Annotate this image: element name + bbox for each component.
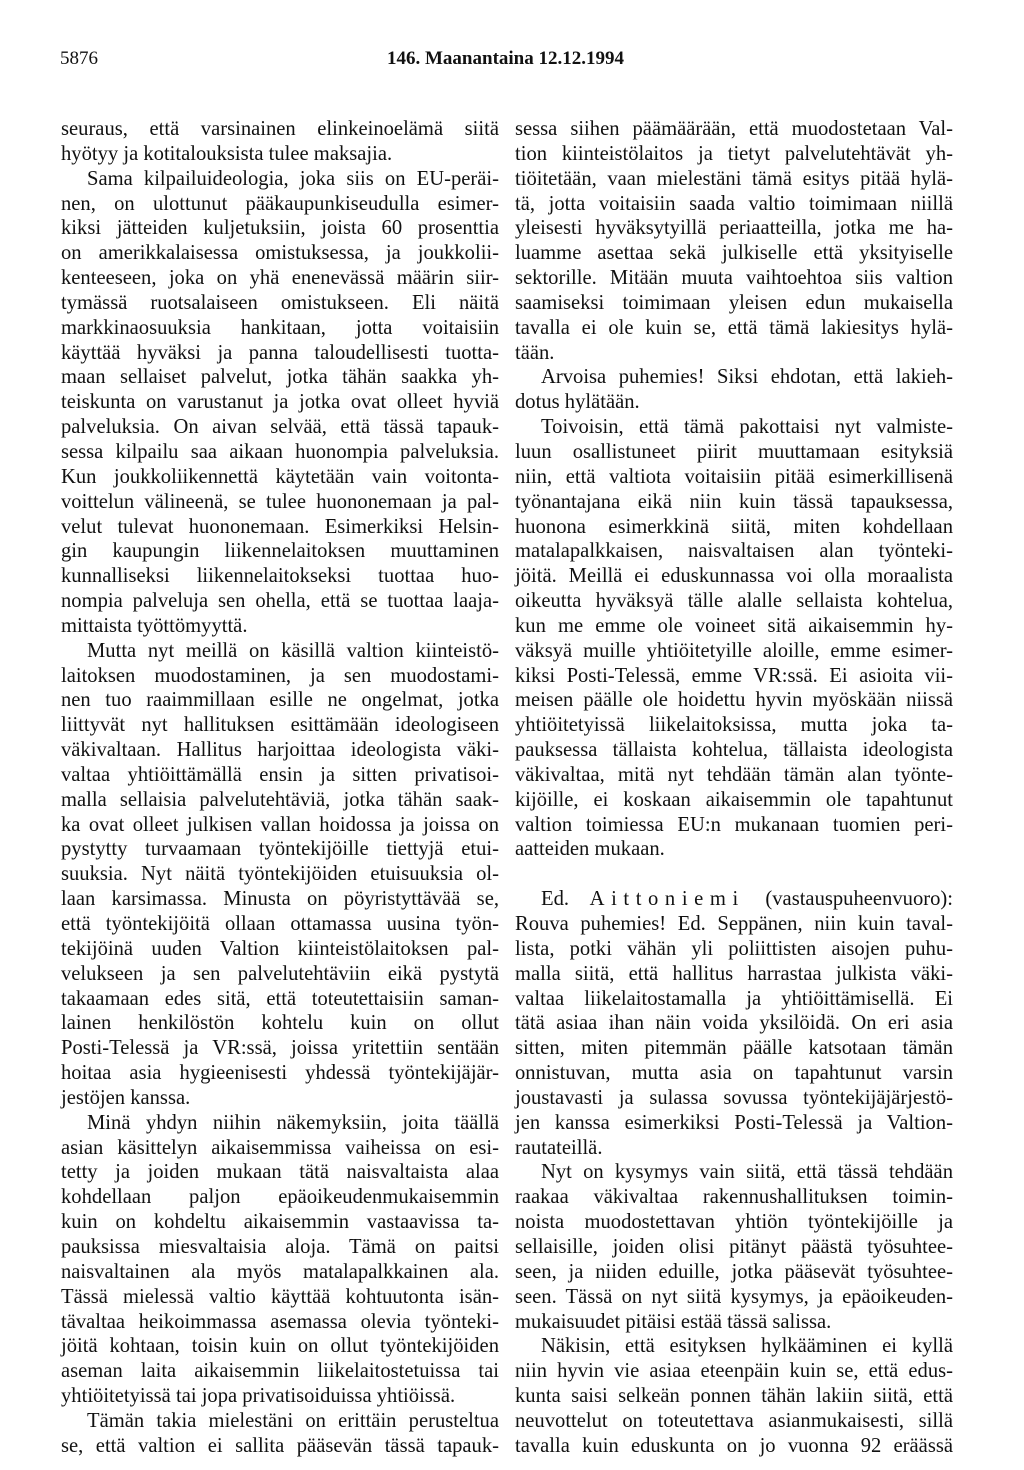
text-line: Minä yhdyn niihin näkemyksiin, joita täällä (87, 1111, 499, 1134)
text-line: yleisesti hyväksytyillä periaatteilla, jotka me ha- (515, 217, 953, 240)
text-line: kun me emme ole voineet sitä aikaisemmin hy- (515, 614, 953, 637)
text-line: valtaa liikelaitostamalla ja yhtiöittämisellä. Ei (515, 987, 953, 1010)
text-line: Näkisin, että esityksen hylkääminen ei kyllä (541, 1335, 953, 1358)
text-line: liittyvät nyt hallituksen esittämään ideologiseen (61, 714, 499, 737)
text-line: sessa siihen päämäärään, että muodostetaan Val- (515, 118, 953, 140)
page-number: 5876 (60, 48, 98, 69)
text-line: kunta saisi selkeän ponnen tähän lakiin siitä, että (515, 1385, 953, 1408)
text-line: meisen päälle ole hoidettu hyvin myöskään niissä (515, 689, 953, 712)
text-line: voittelun välineenä, se tulee huononemaan ja pal- (61, 490, 499, 513)
text-line: että työntekijöitä ollaan ottamassa uusina työn- (61, 913, 499, 935)
text-line: sessa kilpailu saa aikaan huonompia palveluksia. (61, 440, 499, 463)
text-line: Rouva puhemies! Ed. Seppänen, niin kuin taval- (515, 913, 953, 935)
text-line: takaamaan edes sitä, että toteutettaisiin saman- (61, 987, 499, 1010)
text-line: tion kiinteistölaitos ja tietyt palvelutehtävät yh- (515, 142, 953, 165)
text-line: väkivaltaa, mitä nyt tehdään tämän alan työnte- (515, 763, 953, 786)
text-line: laitoksen muodostaminen, ja sen muodostami- (61, 664, 499, 687)
section-spacer (515, 862, 953, 887)
text-line: Sama kilpailuideologia, joka siis on EU-peräi- (87, 167, 499, 190)
text-line: seuraus, että varsinainen elinkeinoelämä siitä (61, 118, 499, 140)
text-line: gin kaupungin liikennelaitoksen muuttaminen (61, 540, 499, 563)
left-column (61, 117, 499, 1459)
paragraph (515, 415, 953, 862)
text-line: naisvaltainen ala myös matalapalkkainen ala. (61, 1260, 499, 1283)
text-line: velut tulevat huononemaan. Esimerkiksi Helsin- (61, 515, 499, 538)
paragraph (515, 1334, 953, 1458)
paragraph (61, 639, 499, 1111)
text-line: palveluksia. On aivan selvää, että tässä tapauk- (61, 416, 499, 439)
text-line: teiskunta on varustanut ja jotka ovat olleet hyviä (61, 391, 499, 414)
text-line: kijöille, ei koskaan aikaisemmin ole tapahtunut (515, 788, 953, 811)
speaker-name: Aittoniemi (589, 888, 745, 911)
text-line: ka ovat olleet julkisen vallan hoidossa ja joissa on (61, 813, 499, 836)
speaker-prefix: Ed. (541, 888, 570, 911)
text-line: valtaa yhtiöittämällä ensin ja sitten privatisoi- (61, 763, 499, 786)
text-line: kohdellaan paljon epäoikeudenmukaisemmin (61, 1186, 499, 1209)
paragraph (61, 167, 499, 639)
text-line: Toivoisin, että tämä pakottaisi nyt valmiste- (541, 416, 953, 439)
text-line: yhtiöitetyissä tai jopa privatisoiduissa yhtiöissä. (61, 1385, 456, 1408)
text-line: niin hyvin vie asiaa eteenpäin kuin se, että edus- (515, 1360, 953, 1383)
text-line: Tämän takia mielestäni on erittäin perusteltua (87, 1409, 499, 1432)
text-line: kiksi jätteiden kuljetuksiin, joista 60 prosenttia (61, 217, 499, 240)
right-column (515, 117, 953, 1459)
text-line: neuvottelut on toteutettava asianmukaisesti, sillä (515, 1409, 953, 1432)
text-line: onnistuvan, mutta asia on tapahtunut varsin (515, 1062, 953, 1085)
paragraph (61, 1409, 499, 1459)
text-line: oikeutta hyväksyä tälle alalle sellaista kohtelua, (515, 590, 953, 613)
text-line: noista muodostettavan yhtiön työntekijöille ja (515, 1211, 953, 1234)
text-line: suuksia. Nyt näitä työntekijöiden etuisuuksia ol- (61, 863, 499, 886)
text-line: nompia palveluja sen ohella, että se tuottaa laaja- (61, 590, 499, 613)
text-line: hoitaa asia hygieenisesti yhdessä työntekijäjär- (61, 1062, 499, 1085)
text-line: Tässä mielessä valtio käyttää kohtuutonta isän- (61, 1285, 499, 1308)
text-line: kiksi Posti-Telessä, emme VR:ssä. Ei asioita vii- (515, 664, 953, 687)
text-line: työnantajana eikä niin kuin tässä tapauksessa, (515, 490, 953, 513)
text-line: luamme asettaa sekä julkiselle että yksityiselle (515, 242, 953, 265)
text-line: rautateillä. (515, 1136, 603, 1159)
paragraph (515, 912, 953, 1160)
paragraph (61, 1111, 499, 1409)
text-line: lainen henkilöstön kohtelu kuin on ollut (61, 1012, 499, 1035)
text-line: seen, ja niiden eduille, jotka pääsevät työsuhtee- (515, 1260, 953, 1283)
text-line: asian käsittelyn aikaisemmissa vaiheissa on esi- (61, 1136, 499, 1159)
text-line: tiöitetään, vaan mielestäni tämä esitys pitää hylä- (515, 167, 953, 190)
paragraph (515, 1160, 953, 1334)
text-line: kenteeseen, joka on yhä enenevässä määrin siir- (61, 267, 499, 290)
text-line: aseman laita aikaisemmin liikelaitostetuissa tai (61, 1360, 499, 1383)
text-line: on amerikkalaisessa omistuksessa, ja joukkolii- (61, 242, 499, 265)
text-line: tymässä ruotsalaiseen omistukseen. Eli näitä (61, 291, 499, 314)
text-line: laan karsimassa. Minusta on pöyristyttävää se, (61, 888, 499, 911)
text-line: tavalla kuin eduskunta on jo vuonna 92 eräässä (515, 1434, 953, 1457)
text-line: käyttää hyväksi ja panna taloudellisesti tuotta- (61, 341, 499, 364)
text-line: Nyt on kysymys vain siitä, että tässä tehdään (541, 1161, 953, 1184)
text-line: jestöjen kanssa. (61, 1086, 191, 1109)
text-line: Mutta nyt meillä on käsillä valtion kiinteistö- (87, 639, 499, 662)
text-line: Posti-Telessä ja VR:ssä, joissa yritettiin sentään (61, 1037, 499, 1060)
text-line: se, että valtion ei sallita pääsevän tässä tapauk- (61, 1434, 499, 1457)
text-line: huonona esimerkkinä siitä, miten kohdellaan (515, 515, 953, 538)
text-line: väksyä muille yhtiöitetyille aloille, emme esimer- (515, 639, 953, 662)
text-line: saamiseksi toimimaan yleisen edun mukaisella (515, 291, 953, 314)
text-line: pauksissa miesvaltaisia aloja. Tämä on paitsi (61, 1235, 499, 1258)
paragraph (515, 365, 953, 415)
page-header (60, 48, 960, 80)
text-line: aatteiden mukaan. (515, 838, 665, 861)
text-line: kuin on kohdeltu aikaisemmin vastaavissa ta- (61, 1211, 499, 1234)
text-line: jen kanssa esimerkiksi Posti-Telessä ja Valtion- (515, 1111, 953, 1134)
speaker-note: (vastauspuheenvuoro): (765, 888, 953, 911)
text-line: lista, potki vähän yli poliittisten aisojen puhu- (515, 937, 953, 960)
text-line: tään. (515, 341, 555, 364)
text-line: sellaisille, joiden olisi pitänyt päästä työsuhtee- (515, 1235, 953, 1258)
text-line: luun osallistuneet piirit muuttamaan esityksiä (515, 440, 953, 463)
text-line: jöitä kohtaan, toisin kuin on ollut työntekijöiden (61, 1335, 499, 1358)
text-line: nen tuo raaimmillaan esille ne ongelmat, jotka (61, 689, 499, 712)
paragraph (61, 117, 499, 167)
text-line: niin, että valtiota voitaisiin pitää esimerkillisenä (515, 465, 953, 488)
text-line: matalapalkkaisen, naisvaltaisen alan työnteki- (515, 540, 953, 563)
text-line: malla sellaisia palvelutehtäviä, jotka tähän saak- (61, 788, 499, 811)
text-line: pauksessa tällaista kohtelua, tällaista ideologista (515, 739, 953, 762)
text-line: velukseen ja sen palvelutehtäviin eikä pystytä (61, 962, 499, 985)
text-line: tavalla ei ole kuin se, että tämä lakiesitys hylä- (515, 316, 953, 339)
text-line: tekijöinä uuden Valtion kiinteistölaitoksen pal- (61, 937, 499, 960)
paragraph (515, 117, 953, 365)
text-line: tetty ja joiden mukaan tätä naisvaltaista alaa (61, 1161, 499, 1184)
text-line: nen, on ulottunut pääkaupunkiseudulla esimer- (61, 192, 499, 215)
text-line: dotus hylätään. (515, 391, 640, 414)
text-line: mukaisuudet pitäisi estää tässä salissa. (515, 1310, 832, 1333)
text-line: markkinaosuuksia hankitaan, jotta voitaisiin (61, 316, 499, 339)
text-line: sektorille. Mitään muuta vaihtoehtoa siis valtion (515, 267, 953, 290)
text-line: väkivaltaan. Hallitus harjoittaa ideologista väki- (61, 739, 499, 762)
speaker-line (515, 887, 953, 912)
text-line: joustavasti ja sulassa sovussa työntekijäjärjestö- (515, 1086, 953, 1109)
text-line: malla siitä, että hallitus harrastaa julkista väki- (515, 962, 953, 985)
text-line: sitten, miten pitemmän päälle katsotaan tämän (515, 1037, 953, 1060)
text-line: kunnalliseksi liikennelaitokseksi tuottaa huo- (61, 565, 499, 588)
text-line: hyötyy ja kotitalouksista tulee maksajia. (61, 142, 393, 165)
text-line: yhtiöitetyissä liikelaitoksissa, mutta joka ta- (515, 714, 953, 737)
text-line: tä, jotta voitaisiin saada valtio toimimaan niillä (515, 192, 953, 215)
issue-title: 146. Maanantaina 12.12.1994 (387, 48, 624, 69)
text-line: Arvoisa puhemies! Siksi ehdotan, että lakieh- (541, 366, 953, 389)
text-line: valtion toimiessa EU:n mukanaan tuomien peri- (515, 813, 953, 836)
text-line: seen. Tässä on nyt siitä kysymys, ja epäoikeuden- (515, 1285, 953, 1308)
text-line: jöitä. Meillä ei eduskunnassa voi olla moraalista (515, 565, 953, 588)
text-line: mittaista työttömyyttä. (61, 614, 248, 637)
text-line: tätä asiaa ihan näin voida yksilöidä. On eri asia (515, 1012, 953, 1035)
text-line: tävaltaa heikoimmassa asemassa olevia työnteki- (61, 1310, 499, 1333)
text-line: raakaa väkivaltaa rakennushallituksen toimin- (515, 1186, 953, 1209)
text-line: Kun joukkoliikennettä käytetään vain voitonta- (61, 465, 499, 488)
text-line: maan sellaiset palvelut, jotka tähän saakka yh- (61, 366, 499, 389)
text-line: pystytty turvaamaan työntekijöille tiettyjä etui- (61, 838, 499, 861)
